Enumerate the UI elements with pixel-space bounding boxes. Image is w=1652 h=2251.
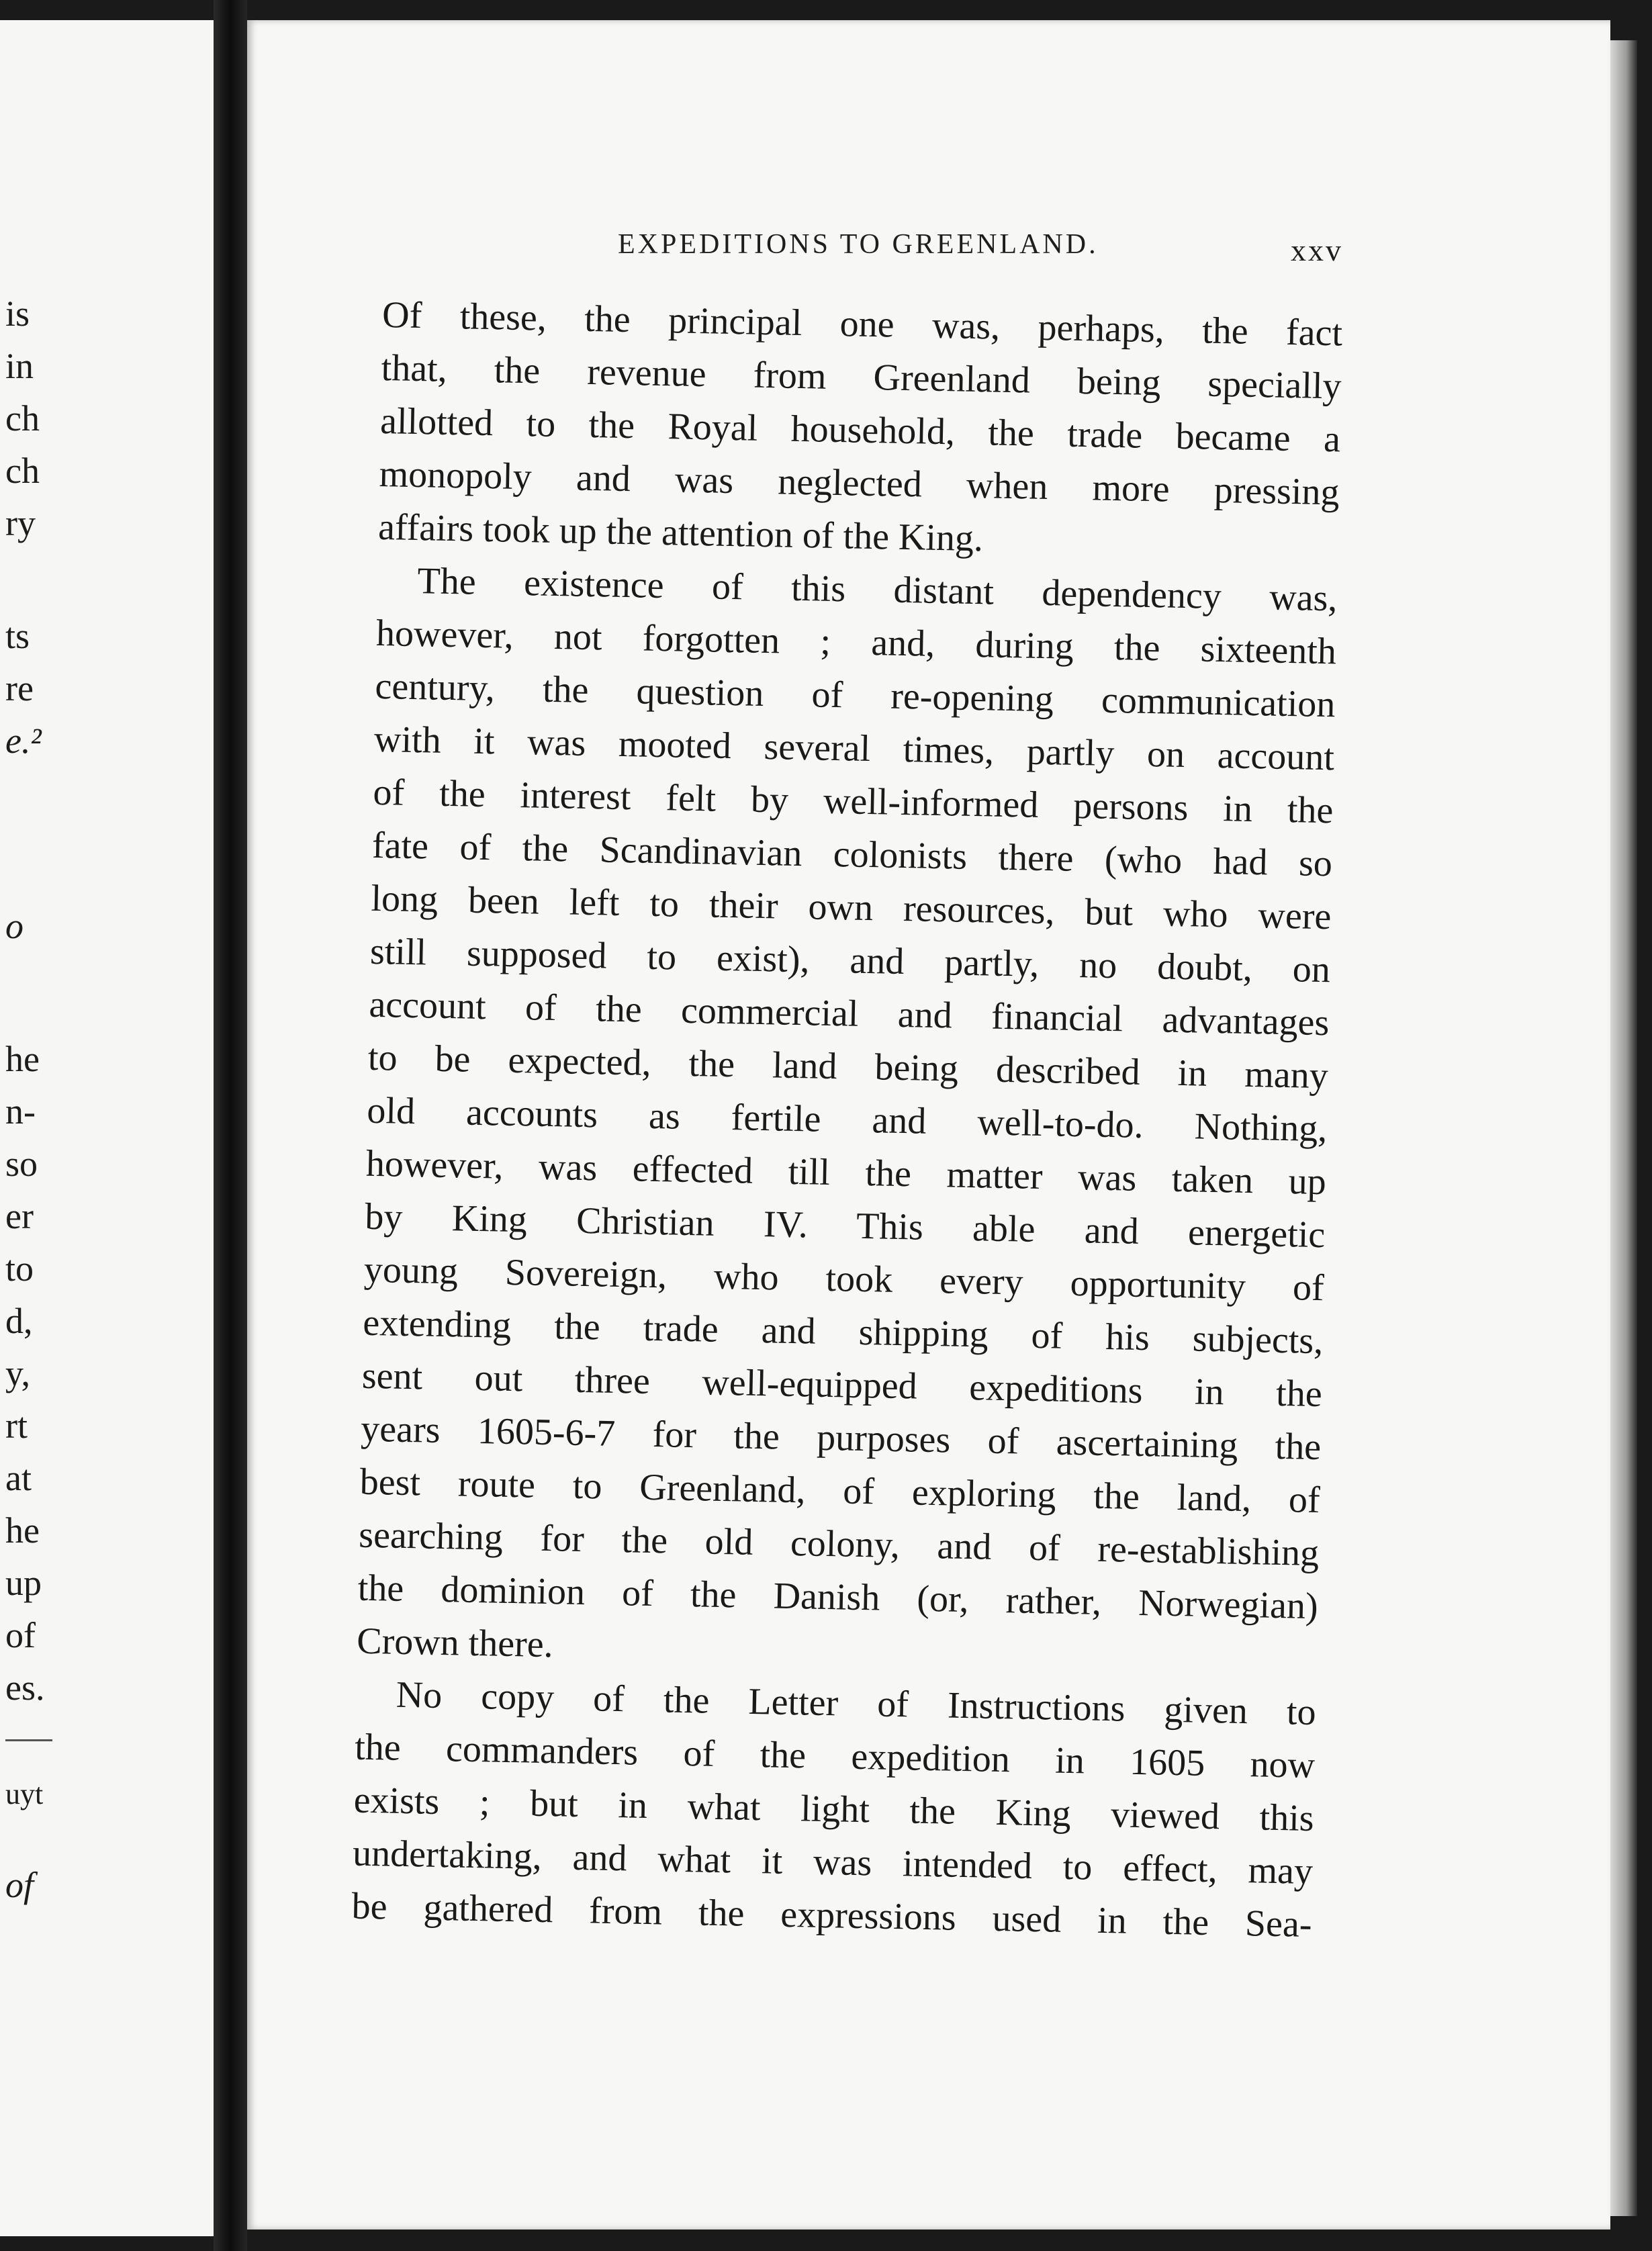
running-head <box>376 228 1343 269</box>
text-line: undertaking, and what it was intended to effect, may <box>352 1832 1314 1893</box>
text-line: that, the revenue from Greenland being specially <box>381 347 1342 408</box>
left-fragment: to <box>5 1248 34 1289</box>
text-line: of the interest felt by well-informed persons in the <box>373 771 1334 832</box>
left-fragment: he <box>5 1039 40 1079</box>
text-line: exists ; but in what light the King viewed this <box>353 1779 1315 1840</box>
left-fragment: es. <box>5 1667 45 1708</box>
left-fragment: up <box>5 1563 42 1603</box>
left-fragment: re <box>5 668 34 708</box>
text-line: searching for the old colony, and of re-establishing <box>358 1514 1320 1575</box>
text-line: however, was effected till the matter was taken up <box>365 1142 1327 1203</box>
left-fragment: of <box>5 1865 34 1905</box>
text-line: old accounts as fertile and well-to-do. Nothing, <box>366 1089 1328 1150</box>
left-fragment: ch <box>5 451 40 491</box>
left-fragment: d, <box>5 1301 33 1341</box>
text-line: the commanders of the expedition in 1605 now <box>354 1726 1316 1787</box>
text-line: affairs took up the attention of the King. <box>377 506 984 560</box>
left-fragment: he <box>5 1510 40 1551</box>
text-line: Of these, the principal one was, perhaps, the fact <box>381 293 1343 355</box>
left-fragment: y, <box>5 1353 30 1393</box>
text-line: account of the commercial and financial advantages <box>368 983 1330 1044</box>
text-line: No copy of the Letter of Instructions given to <box>396 1673 1317 1734</box>
left-fragment: ts <box>5 616 30 656</box>
left-fragment: in <box>5 346 34 386</box>
text-line: allotted to the Royal household, the trade became a <box>379 400 1341 461</box>
left-fragment: is <box>5 293 30 334</box>
left-page-text-fragments <box>0 20 214 2236</box>
left-fragment: so <box>5 1144 38 1184</box>
text-line: The existence of this distant dependency was, <box>417 560 1338 620</box>
page-number: xxv <box>1291 233 1343 267</box>
left-fragment: e.² <box>5 721 42 761</box>
left-fragment: rt <box>5 1406 28 1446</box>
text-line: Crown there. <box>356 1620 554 1666</box>
text-line: with it was mooted several times, partly on account <box>373 718 1335 779</box>
text-line: long been left to their own resources, but who were <box>370 877 1332 938</box>
left-fragment: at <box>5 1458 32 1498</box>
body-text <box>351 289 1343 1951</box>
text-line: years 1605-6-7 for the purposes of ascertaining the <box>360 1408 1322 1469</box>
text-line: best route to Greenland, of exploring the land, of <box>359 1461 1321 1522</box>
left-fragment: ry <box>5 503 36 543</box>
paragraph-1 <box>377 289 1342 572</box>
left-facing-page <box>0 20 214 2236</box>
left-fragment: o <box>5 906 24 946</box>
text-line: be gathered from the expressions used in the Sea- <box>351 1885 1313 1946</box>
running-title: EXPEDITIONS TO GREENLAND. <box>618 229 1099 260</box>
text-line: century, the question of re-opening communication <box>375 665 1336 726</box>
left-fragment: uyt <box>5 1778 44 1810</box>
left-fragment: er <box>5 1196 34 1236</box>
text-line: monopoly and was neglected when more pressing <box>379 453 1340 514</box>
text-line: young Sovereign, who took every opportunity of <box>363 1248 1325 1310</box>
text-line: to be expected, the land being described in many <box>367 1036 1329 1097</box>
paragraph-2 <box>357 554 1338 1686</box>
text-line: sent out three well-equipped expeditions in the <box>361 1354 1323 1416</box>
left-fragment: n- <box>5 1091 36 1132</box>
page-edge <box>1610 40 1637 2216</box>
text-line: the dominion of the Danish (or, rather, Norwegian) <box>357 1567 1319 1628</box>
paragraph-3 <box>351 1668 1316 1951</box>
footnote-rule <box>5 1739 52 1741</box>
left-fragment: of <box>5 1615 36 1655</box>
text-line: by King Christian IV. This able and energetic <box>364 1195 1326 1256</box>
text-line: however, not forgotten ; and, during the sixteenth <box>375 612 1337 673</box>
left-fragment: ch <box>5 398 40 439</box>
text-line: fate of the Scandinavian colonists there (who had so <box>371 824 1333 885</box>
text-line: extending the trade and shipping of his subjects, <box>362 1301 1324 1363</box>
book-gutter <box>214 0 247 2251</box>
text-line: still supposed to exist), and partly, no doubt, on <box>369 930 1331 991</box>
